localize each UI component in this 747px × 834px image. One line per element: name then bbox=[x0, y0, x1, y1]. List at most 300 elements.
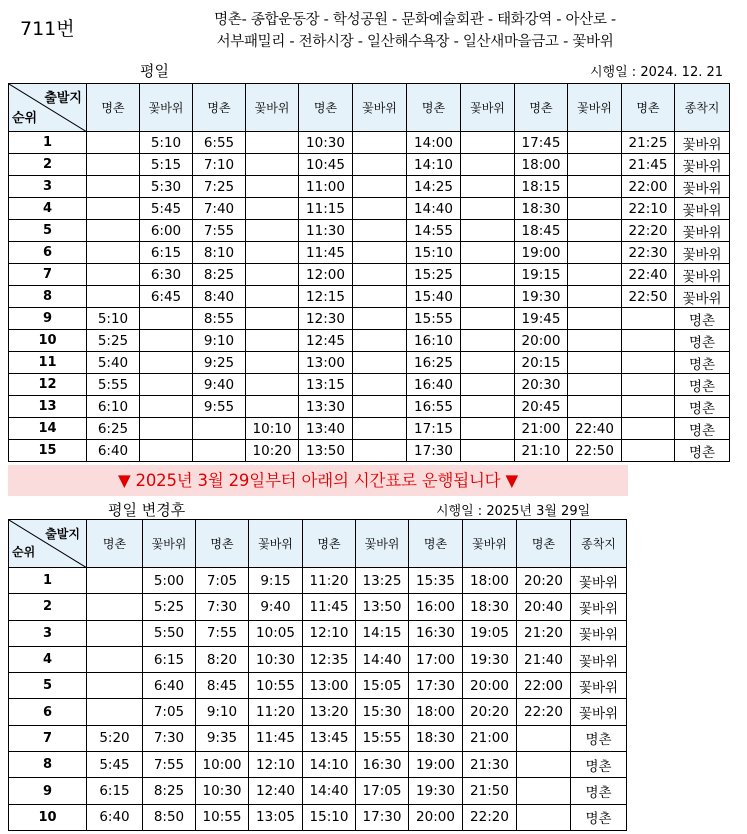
destination-cell: 꽃바위 bbox=[675, 198, 730, 220]
departure-time: 16:30 bbox=[356, 752, 409, 778]
departure-time: 11:45 bbox=[249, 725, 303, 751]
departure-time bbox=[461, 286, 515, 308]
row-number: 5 bbox=[9, 673, 87, 699]
departure-time: 9:15 bbox=[249, 568, 303, 594]
destination-cell: 명촌 bbox=[675, 440, 730, 462]
departure-time bbox=[461, 440, 515, 462]
row-number: 6 bbox=[9, 242, 87, 264]
departure-time bbox=[517, 725, 571, 751]
row-number: 9 bbox=[9, 308, 87, 330]
departure-time: 5:25 bbox=[87, 330, 140, 352]
destination-cell: 명촌 bbox=[675, 396, 730, 418]
changed-effective-date: 시행일 : 2025년 3월 29일 bbox=[436, 504, 591, 519]
departure-time: 7:05 bbox=[196, 568, 249, 594]
departure-time: 5:10 bbox=[87, 308, 140, 330]
departure-time: 11:45 bbox=[303, 594, 356, 620]
departure-time: 21:25 bbox=[622, 132, 675, 154]
departure-time: 12:40 bbox=[249, 778, 303, 804]
table-row bbox=[9, 330, 730, 352]
departure-time: 19:15 bbox=[515, 264, 568, 286]
departure-time: 10:10 bbox=[246, 418, 299, 440]
destination-cell: 명촌 bbox=[571, 725, 627, 751]
departure-time: 5:10 bbox=[140, 132, 193, 154]
row-number: 2 bbox=[9, 594, 87, 620]
departure-time bbox=[461, 330, 515, 352]
column-header: 꽃바위 bbox=[140, 84, 193, 132]
departure-time: 15:10 bbox=[407, 242, 461, 264]
departure-time: 17:30 bbox=[356, 804, 409, 830]
table-row bbox=[9, 242, 730, 264]
departure-time: 19:30 bbox=[463, 646, 517, 672]
departure-time bbox=[353, 264, 407, 286]
column-header: 명촌 bbox=[196, 520, 249, 568]
departure-time: 6:00 bbox=[140, 220, 193, 242]
departure-time bbox=[568, 132, 622, 154]
departure-time: 8:45 bbox=[196, 673, 249, 699]
departure-time: 12:15 bbox=[299, 286, 353, 308]
departure-time bbox=[246, 132, 299, 154]
departure-time: 18:30 bbox=[515, 198, 568, 220]
departure-time: 19:00 bbox=[515, 242, 568, 264]
departure-time: 20:45 bbox=[515, 396, 568, 418]
row-number: 4 bbox=[9, 646, 87, 672]
departure-time: 21:00 bbox=[515, 418, 568, 440]
corner-order-label: 순위 bbox=[12, 545, 36, 559]
departure-time: 17:45 bbox=[515, 132, 568, 154]
departure-time: 8:20 bbox=[196, 646, 249, 672]
departure-time bbox=[353, 154, 407, 176]
departure-time: 17:00 bbox=[409, 646, 463, 672]
column-header: 꽃바위 bbox=[353, 84, 407, 132]
table-row bbox=[9, 352, 730, 374]
departure-time: 20:15 bbox=[515, 352, 568, 374]
departure-time: 15:05 bbox=[356, 673, 409, 699]
departure-time: 9:10 bbox=[193, 330, 246, 352]
table-row bbox=[9, 176, 730, 198]
departure-time: 15:55 bbox=[407, 308, 461, 330]
departure-time bbox=[353, 374, 407, 396]
destination-cell: 꽃바위 bbox=[675, 220, 730, 242]
departure-time bbox=[246, 286, 299, 308]
departure-time bbox=[461, 264, 515, 286]
destination-cell: 명촌 bbox=[571, 804, 627, 830]
departure-time: 18:45 bbox=[515, 220, 568, 242]
departure-time: 19:30 bbox=[409, 778, 463, 804]
destination-cell: 명촌 bbox=[675, 352, 730, 374]
column-header: 명촌 bbox=[87, 520, 143, 568]
departure-time: 12:30 bbox=[299, 308, 353, 330]
departure-time: 22:50 bbox=[568, 440, 622, 462]
departure-time bbox=[461, 198, 515, 220]
departure-time: 9:40 bbox=[193, 374, 246, 396]
departure-time: 22:20 bbox=[622, 220, 675, 242]
departure-time: 15:10 bbox=[303, 804, 356, 830]
departure-time: 19:30 bbox=[515, 286, 568, 308]
departure-time: 6:15 bbox=[140, 242, 193, 264]
column-header: 꽃바위 bbox=[463, 520, 517, 568]
corner-origin-label: 출발지 bbox=[44, 91, 82, 106]
departure-time bbox=[140, 418, 193, 440]
destination-cell: 명촌 bbox=[675, 418, 730, 440]
departure-time: 8:10 bbox=[193, 242, 246, 264]
departure-time bbox=[622, 308, 675, 330]
departure-time: 22:40 bbox=[622, 264, 675, 286]
departure-time bbox=[193, 440, 246, 462]
departure-time: 13:25 bbox=[356, 568, 409, 594]
departure-time: 14:40 bbox=[356, 646, 409, 672]
departure-time: 10:45 bbox=[299, 154, 353, 176]
departure-time: 7:55 bbox=[143, 752, 196, 778]
departure-time: 6:30 bbox=[140, 264, 193, 286]
departure-time bbox=[353, 176, 407, 198]
departure-time: 5:55 bbox=[87, 374, 140, 396]
destination-cell: 명촌 bbox=[571, 752, 627, 778]
column-header: 명촌 bbox=[622, 84, 675, 132]
departure-time: 21:40 bbox=[517, 646, 571, 672]
column-header: 명촌 bbox=[299, 84, 353, 132]
table-row bbox=[9, 154, 730, 176]
destination-cell: 꽃바위 bbox=[675, 176, 730, 198]
departure-time: 17:30 bbox=[407, 440, 461, 462]
column-header: 명촌 bbox=[303, 520, 356, 568]
destination-cell: 꽃바위 bbox=[571, 673, 627, 699]
departure-time bbox=[246, 264, 299, 286]
departure-time: 7:55 bbox=[193, 220, 246, 242]
departure-time: 12:00 bbox=[299, 264, 353, 286]
departure-time: 22:00 bbox=[622, 176, 675, 198]
departure-time: 12:10 bbox=[249, 752, 303, 778]
departure-time: 10:30 bbox=[299, 132, 353, 154]
departure-time: 6:15 bbox=[143, 646, 196, 672]
column-header: 종착지 bbox=[571, 520, 627, 568]
column-header: 꽃바위 bbox=[568, 84, 622, 132]
departure-time bbox=[246, 374, 299, 396]
column-header: 명촌 bbox=[407, 84, 461, 132]
departure-time: 9:35 bbox=[196, 725, 249, 751]
departure-time bbox=[568, 396, 622, 418]
departure-time bbox=[353, 286, 407, 308]
table-row bbox=[9, 264, 730, 286]
departure-time bbox=[246, 352, 299, 374]
departure-time: 13:00 bbox=[303, 673, 356, 699]
departure-time: 7:10 bbox=[193, 154, 246, 176]
departure-time: 14:40 bbox=[303, 778, 356, 804]
route-stops-line-2: 서부패밀리 - 전하시장 - 일산해수욕장 - 일산새마을금고 - 꽃바위 bbox=[216, 34, 614, 50]
route-stops-line-1: 명촌- 종합운동장 - 학성공원 - 문화예술회관 - 태화강역 - 아산로 - bbox=[214, 12, 616, 28]
departure-time bbox=[568, 352, 622, 374]
row-number: 2 bbox=[9, 154, 87, 176]
departure-time: 6:45 bbox=[140, 286, 193, 308]
table-row bbox=[9, 594, 627, 620]
departure-time: 12:45 bbox=[299, 330, 353, 352]
departure-time: 10:55 bbox=[249, 673, 303, 699]
table-row bbox=[9, 220, 730, 242]
departure-time: 8:25 bbox=[143, 778, 196, 804]
departure-time: 16:00 bbox=[409, 594, 463, 620]
departure-time: 20:40 bbox=[517, 594, 571, 620]
departure-time: 22:40 bbox=[568, 418, 622, 440]
departure-time: 9:40 bbox=[249, 594, 303, 620]
departure-time: 18:30 bbox=[409, 725, 463, 751]
departure-time: 18:00 bbox=[463, 568, 517, 594]
departure-time: 10:00 bbox=[196, 752, 249, 778]
departure-time bbox=[353, 220, 407, 242]
departure-time: 22:30 bbox=[622, 242, 675, 264]
departure-time: 11:20 bbox=[303, 568, 356, 594]
departure-time: 5:30 bbox=[140, 176, 193, 198]
departure-time: 7:25 bbox=[193, 176, 246, 198]
departure-time: 10:55 bbox=[196, 804, 249, 830]
departure-time: 14:10 bbox=[407, 154, 461, 176]
table-row bbox=[9, 804, 627, 830]
departure-time: 13:45 bbox=[303, 725, 356, 751]
departure-time: 13:50 bbox=[299, 440, 353, 462]
corner-order-label: 순위 bbox=[12, 111, 38, 126]
departure-time: 10:05 bbox=[249, 620, 303, 646]
departure-time: 13:00 bbox=[299, 352, 353, 374]
departure-time bbox=[87, 646, 143, 672]
destination-cell: 꽃바위 bbox=[571, 620, 627, 646]
departure-time: 13:30 bbox=[299, 396, 353, 418]
departure-time: 9:25 bbox=[193, 352, 246, 374]
departure-time: 13:15 bbox=[299, 374, 353, 396]
departure-time: 18:15 bbox=[515, 176, 568, 198]
departure-time: 19:45 bbox=[515, 308, 568, 330]
destination-cell: 꽃바위 bbox=[675, 286, 730, 308]
departure-time bbox=[87, 264, 140, 286]
departure-time: 5:15 bbox=[140, 154, 193, 176]
departure-time: 15:40 bbox=[407, 286, 461, 308]
table-row bbox=[9, 620, 627, 646]
column-header: 꽃바위 bbox=[143, 520, 196, 568]
column-header: 명촌 bbox=[515, 84, 568, 132]
row-number: 15 bbox=[9, 440, 87, 462]
destination-cell: 꽃바위 bbox=[675, 264, 730, 286]
departure-time: 20:00 bbox=[463, 673, 517, 699]
departure-time: 16:30 bbox=[409, 620, 463, 646]
departure-time bbox=[353, 440, 407, 462]
departure-time: 13:05 bbox=[249, 804, 303, 830]
departure-time: 5:20 bbox=[87, 725, 143, 751]
departure-time bbox=[568, 374, 622, 396]
row-number: 8 bbox=[9, 286, 87, 308]
departure-time bbox=[353, 418, 407, 440]
destination-cell: 명촌 bbox=[675, 308, 730, 330]
destination-cell: 꽃바위 bbox=[571, 568, 627, 594]
weekday-table-title: 평일 bbox=[140, 62, 169, 80]
departure-time: 15:25 bbox=[407, 264, 461, 286]
table-row bbox=[9, 673, 627, 699]
departure-time bbox=[246, 220, 299, 242]
table-row bbox=[9, 440, 730, 462]
departure-time bbox=[87, 568, 143, 594]
departure-time: 22:20 bbox=[517, 699, 571, 725]
row-number: 8 bbox=[9, 752, 87, 778]
departure-time bbox=[568, 176, 622, 198]
departure-time bbox=[461, 352, 515, 374]
departure-time: 21:20 bbox=[517, 620, 571, 646]
row-number: 1 bbox=[9, 132, 87, 154]
departure-time: 14:15 bbox=[356, 620, 409, 646]
column-header: 꽃바위 bbox=[461, 84, 515, 132]
departure-time bbox=[140, 308, 193, 330]
row-number: 3 bbox=[9, 176, 87, 198]
departure-time: 7:30 bbox=[143, 725, 196, 751]
table-row bbox=[9, 396, 730, 418]
departure-time: 21:50 bbox=[463, 778, 517, 804]
column-header: 꽃바위 bbox=[249, 520, 303, 568]
table-row bbox=[9, 568, 627, 594]
column-header: 꽃바위 bbox=[356, 520, 409, 568]
departure-time: 8:55 bbox=[193, 308, 246, 330]
weekday-timetable bbox=[8, 83, 730, 462]
departure-time: 21:00 bbox=[463, 725, 517, 751]
destination-cell: 꽃바위 bbox=[675, 132, 730, 154]
departure-time bbox=[461, 220, 515, 242]
departure-time: 19:05 bbox=[463, 620, 517, 646]
destination-cell: 꽃바위 bbox=[571, 594, 627, 620]
departure-time: 22:00 bbox=[517, 673, 571, 699]
row-number: 10 bbox=[9, 330, 87, 352]
departure-time: 8:50 bbox=[143, 804, 196, 830]
departure-time bbox=[87, 198, 140, 220]
departure-time: 14:55 bbox=[407, 220, 461, 242]
departure-time bbox=[140, 440, 193, 462]
departure-time bbox=[622, 352, 675, 374]
departure-time bbox=[568, 220, 622, 242]
departure-time: 17:30 bbox=[409, 673, 463, 699]
departure-time: 10:30 bbox=[249, 646, 303, 672]
departure-time: 13:40 bbox=[299, 418, 353, 440]
table-row bbox=[9, 198, 730, 220]
departure-time: 6:55 bbox=[193, 132, 246, 154]
departure-time: 11:00 bbox=[299, 176, 353, 198]
departure-time bbox=[622, 374, 675, 396]
departure-time bbox=[461, 374, 515, 396]
departure-time: 13:50 bbox=[356, 594, 409, 620]
departure-time: 7:05 bbox=[143, 699, 196, 725]
departure-time: 21:45 bbox=[622, 154, 675, 176]
departure-time bbox=[140, 374, 193, 396]
departure-time: 14:40 bbox=[407, 198, 461, 220]
departure-time bbox=[568, 242, 622, 264]
route-number: 711번 bbox=[20, 18, 75, 40]
departure-time: 11:30 bbox=[299, 220, 353, 242]
departure-time: 12:10 bbox=[303, 620, 356, 646]
departure-time: 21:10 bbox=[515, 440, 568, 462]
departure-time bbox=[461, 132, 515, 154]
row-number: 13 bbox=[9, 396, 87, 418]
departure-time bbox=[353, 198, 407, 220]
departure-time bbox=[246, 396, 299, 418]
departure-time: 14:25 bbox=[407, 176, 461, 198]
departure-time bbox=[461, 308, 515, 330]
departure-time bbox=[461, 396, 515, 418]
weekday-header-row bbox=[9, 84, 730, 132]
departure-time bbox=[353, 132, 407, 154]
departure-time: 17:15 bbox=[407, 418, 461, 440]
corner-header bbox=[9, 84, 87, 132]
table-row bbox=[9, 418, 730, 440]
changed-weekday-timetable bbox=[8, 519, 627, 831]
row-number: 1 bbox=[9, 568, 87, 594]
table-row bbox=[9, 646, 627, 672]
column-header: 명촌 bbox=[193, 84, 246, 132]
departure-time bbox=[246, 154, 299, 176]
departure-time: 7:30 bbox=[196, 594, 249, 620]
departure-time bbox=[353, 396, 407, 418]
column-header: 명촌 bbox=[409, 520, 463, 568]
departure-time: 18:30 bbox=[463, 594, 517, 620]
departure-time: 15:35 bbox=[409, 568, 463, 594]
departure-time bbox=[461, 242, 515, 264]
departure-time: 21:30 bbox=[463, 752, 517, 778]
row-number: 12 bbox=[9, 374, 87, 396]
table-row bbox=[9, 725, 627, 751]
departure-time: 11:15 bbox=[299, 198, 353, 220]
departure-time: 5:25 bbox=[143, 594, 196, 620]
row-number: 11 bbox=[9, 352, 87, 374]
table-row bbox=[9, 286, 730, 308]
departure-time: 10:20 bbox=[246, 440, 299, 462]
table-row bbox=[9, 308, 730, 330]
departure-time bbox=[622, 330, 675, 352]
destination-cell: 꽃바위 bbox=[675, 154, 730, 176]
table-row bbox=[9, 132, 730, 154]
departure-time bbox=[246, 330, 299, 352]
departure-time bbox=[568, 198, 622, 220]
departure-time bbox=[568, 286, 622, 308]
departure-time bbox=[87, 286, 140, 308]
departure-time: 9:10 bbox=[196, 699, 249, 725]
departure-time bbox=[353, 242, 407, 264]
departure-time bbox=[140, 352, 193, 374]
column-header: 명촌 bbox=[517, 520, 571, 568]
table-row bbox=[9, 699, 627, 725]
changed-table-title: 평일 변경후 bbox=[108, 501, 186, 519]
departure-time: 15:30 bbox=[356, 699, 409, 725]
departure-time: 14:10 bbox=[303, 752, 356, 778]
departure-time bbox=[622, 396, 675, 418]
departure-time: 16:40 bbox=[407, 374, 461, 396]
departure-time bbox=[87, 154, 140, 176]
departure-time: 20:00 bbox=[409, 804, 463, 830]
column-header: 명촌 bbox=[87, 84, 140, 132]
departure-time bbox=[193, 418, 246, 440]
row-number: 10 bbox=[9, 804, 87, 830]
departure-time: 18:00 bbox=[409, 699, 463, 725]
departure-time bbox=[87, 620, 143, 646]
table-row bbox=[9, 374, 730, 396]
departure-time bbox=[517, 804, 571, 830]
departure-time bbox=[87, 132, 140, 154]
changed-header-row bbox=[9, 520, 627, 568]
departure-time: 17:05 bbox=[356, 778, 409, 804]
departure-time: 15:55 bbox=[356, 725, 409, 751]
destination-cell: 명촌 bbox=[675, 374, 730, 396]
departure-time bbox=[140, 330, 193, 352]
table-row bbox=[9, 778, 627, 804]
corner-origin-label: 출발지 bbox=[45, 527, 80, 541]
departure-time: 22:10 bbox=[622, 198, 675, 220]
departure-time bbox=[87, 220, 140, 242]
departure-time: 20:20 bbox=[517, 568, 571, 594]
departure-time: 5:00 bbox=[143, 568, 196, 594]
departure-time: 7:55 bbox=[196, 620, 249, 646]
departure-time: 16:10 bbox=[407, 330, 461, 352]
departure-time: 6:40 bbox=[143, 673, 196, 699]
departure-time: 11:45 bbox=[299, 242, 353, 264]
